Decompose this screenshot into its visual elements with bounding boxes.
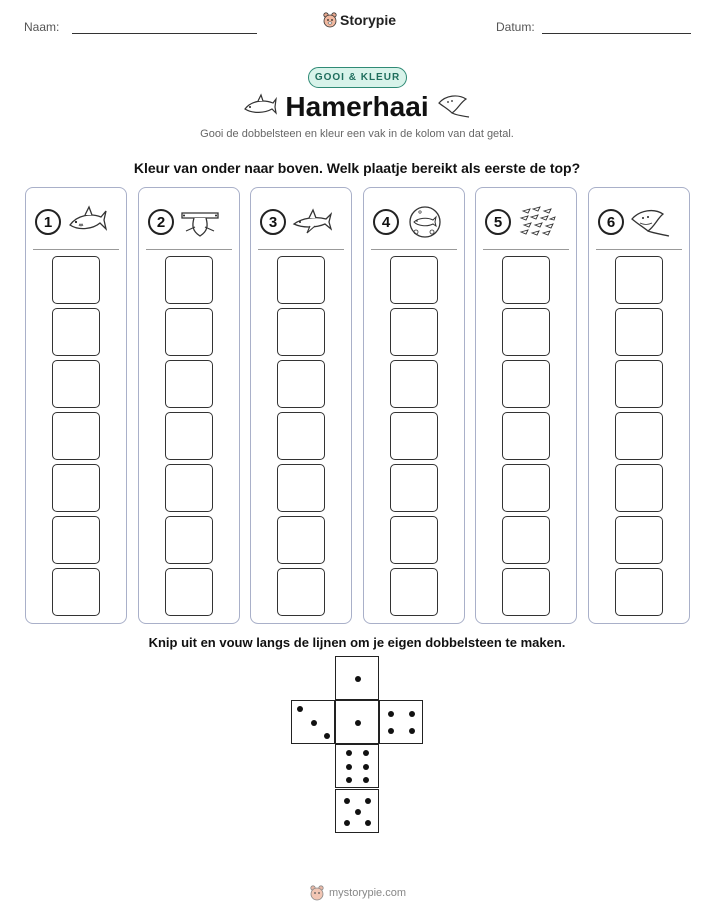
column-divider [596,249,682,250]
color-box[interactable] [165,568,213,616]
aquarium-icon [405,205,445,239]
color-box[interactable] [502,308,550,356]
color-box[interactable] [615,308,663,356]
column-header [485,202,570,242]
color-box[interactable] [52,568,100,616]
date-line [542,33,691,34]
name-line [72,33,257,34]
storypie-mascot-icon [310,885,324,901]
color-box[interactable] [615,568,663,616]
column-header [260,202,345,242]
column-5 [475,187,577,624]
color-box[interactable] [165,308,213,356]
color-box[interactable] [390,308,438,356]
stingray-icon [630,205,670,239]
color-box[interactable] [502,412,550,460]
instruction: Kleur van onder naar boven. Welk plaatje bereikt als eerste de top? [133,160,581,176]
color-box[interactable] [52,516,100,564]
cell-stack [476,256,576,616]
color-box[interactable] [165,256,213,304]
die-pip [388,711,394,717]
column-divider [483,249,569,250]
die-pip [409,728,415,734]
color-box[interactable] [615,464,663,512]
die-pip [409,711,415,717]
column-4 [363,187,465,624]
cut-instruction: Knip uit en vouw langs de lijnen om je eigen dobbelsteen te maken. [148,635,566,650]
color-box[interactable] [502,256,550,304]
die-face [335,656,379,700]
die-pip [344,798,350,804]
color-box[interactable] [277,516,325,564]
die-pip [346,777,352,783]
die-pip [363,750,369,756]
die-pip [363,764,369,770]
cell-stack [589,256,689,616]
color-box[interactable] [277,360,325,408]
color-box[interactable] [52,308,100,356]
stingray-icon [436,91,470,119]
brand-logo [323,12,396,28]
hammerhead-shark-icon [180,205,220,239]
column-number: 4 [373,209,399,235]
color-box[interactable] [277,412,325,460]
color-box[interactable] [502,568,550,616]
color-box[interactable] [615,412,663,460]
column-number: 3 [260,209,286,235]
color-box[interactable] [502,464,550,512]
column-6 [588,187,690,624]
color-box[interactable] [390,568,438,616]
color-box[interactable] [277,568,325,616]
die-face [335,789,379,833]
shark-icon [67,205,107,239]
column-divider [146,249,232,250]
date-label: Datum: [496,20,535,34]
color-box[interactable] [277,464,325,512]
column-header [598,202,683,242]
page-title: Hamerhaai [285,91,429,122]
color-box[interactable] [165,412,213,460]
activity-badge: GOOI & KLEUR [308,67,407,88]
fish-school-icon [517,205,557,239]
die-pip [355,809,361,815]
die-face [335,744,379,788]
die-pip [346,750,352,756]
column-header [373,202,458,242]
color-box[interactable] [277,308,325,356]
die-face [379,700,423,744]
column-number: 6 [598,209,624,235]
color-box[interactable] [502,360,550,408]
color-box[interactable] [502,516,550,564]
cell-stack [364,256,464,616]
color-box[interactable] [390,516,438,564]
die-face [335,700,379,744]
footer [310,885,406,901]
storypie-mascot-icon [323,12,337,28]
name-label: Naam: [24,20,60,34]
color-box[interactable] [615,516,663,564]
column-header [35,202,120,242]
die-pip [355,720,361,726]
color-box[interactable] [165,360,213,408]
column-number: 1 [35,209,61,235]
color-box[interactable] [165,464,213,512]
brand-name: Storypie [340,12,397,28]
die-face [291,700,335,744]
color-box[interactable] [52,360,100,408]
color-box[interactable] [165,516,213,564]
die-pip [365,820,371,826]
color-box[interactable] [390,464,438,512]
footer-url: mystorypie.com [329,887,407,899]
die-pip [311,720,317,726]
column-2 [138,187,240,624]
die-pip [346,764,352,770]
column-number: 5 [485,209,511,235]
cell-stack [26,256,126,616]
column-3 [250,187,352,624]
column-divider [258,249,344,250]
column-divider [371,249,457,250]
color-box[interactable] [52,412,100,460]
column-1 [25,187,127,624]
column-divider [33,249,119,250]
color-box[interactable] [390,360,438,408]
subtitle: Gooi de dobbelsteen en kleur een vak in de kolom van dat getal. [200,128,514,140]
color-box[interactable] [390,256,438,304]
color-box[interactable] [390,412,438,460]
die-pip [324,733,330,739]
column-number: 2 [148,209,174,235]
color-box[interactable] [52,256,100,304]
color-box[interactable] [277,256,325,304]
color-box[interactable] [615,360,663,408]
die-pip [363,777,369,783]
die-pip [344,820,350,826]
die-pip [365,798,371,804]
swimming-shark-icon [292,205,332,239]
column-header [148,202,233,242]
die-pip [388,728,394,734]
cell-stack [139,256,239,616]
die-pip [297,706,303,712]
color-box[interactable] [615,256,663,304]
die-pip [355,676,361,682]
color-box[interactable] [52,464,100,512]
cell-stack [251,256,351,616]
